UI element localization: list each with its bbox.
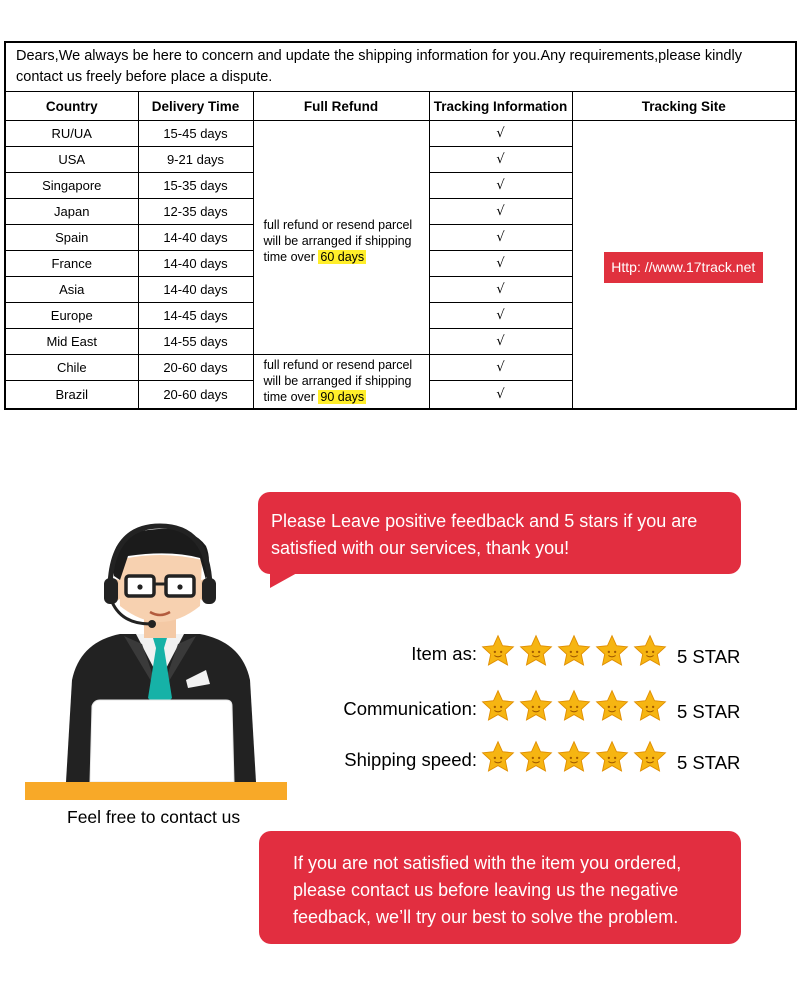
delivery-time-cell: 14-45 days	[138, 303, 253, 329]
delivery-time-cell: 20-60 days	[138, 381, 253, 409]
header-tracking-information: Tracking Information	[429, 92, 572, 121]
country-cell: USA	[5, 147, 138, 173]
refund-days-highlight: 60 days	[320, 249, 365, 264]
refund-days-highlight: 90 days	[320, 390, 365, 405]
star-icon	[632, 738, 668, 776]
contact-caption: Feel free to contact us	[67, 807, 241, 827]
tracking-check: √	[429, 329, 572, 355]
header-full-refund: Full Refund	[253, 92, 429, 121]
country-cell: RU/UA	[5, 121, 138, 147]
star-icon	[480, 632, 516, 670]
tracking-check: √	[429, 147, 572, 173]
star-icon	[556, 738, 592, 776]
refund-text-line: will be arranged if shipping	[263, 233, 412, 248]
delivery-time-cell: 20-60 days	[138, 355, 253, 381]
delivery-time-cell: 9-21 days	[138, 147, 253, 173]
star-icon	[480, 738, 516, 776]
country-cell: Brazil	[5, 381, 138, 409]
table-row	[5, 121, 796, 147]
country-cell: Asia	[5, 277, 138, 303]
delivery-time-cell: 14-40 days	[138, 225, 253, 251]
tracking-check: √	[429, 121, 572, 147]
star-rating	[480, 738, 670, 778]
star-rating	[480, 687, 670, 727]
tracking-check: √	[429, 303, 572, 329]
delivery-time-cell: 12-35 days	[138, 199, 253, 225]
rating-label: Shipping speed:	[344, 749, 477, 770]
header-country: Country	[5, 92, 138, 121]
delivery-time-cell: 15-35 days	[138, 173, 253, 199]
country-cell: Chile	[5, 355, 138, 381]
rating-row-item	[300, 632, 760, 676]
country-cell: Europe	[5, 303, 138, 329]
tracking-check: √	[429, 355, 572, 381]
refund-text-line: full refund or resend parcel	[263, 358, 413, 373]
star-icon	[556, 687, 592, 725]
rating-row-communication	[300, 687, 760, 731]
country-cell: Spain	[5, 225, 138, 251]
delivery-time-cell: 15-45 days	[138, 121, 253, 147]
feedback-request-bubble	[258, 492, 741, 574]
delivery-time-cell: 14-40 days	[138, 277, 253, 303]
country-cell: Japan	[5, 199, 138, 225]
tracking-check: √	[429, 251, 572, 277]
star-icon	[632, 632, 668, 670]
rating-label: Communication:	[343, 698, 477, 719]
delivery-time-cell: 14-55 days	[138, 329, 253, 355]
refund-text-line: will be arranged if shipping	[263, 374, 412, 389]
star-icon	[594, 738, 630, 776]
star-icon	[480, 687, 516, 725]
country-cell: France	[5, 251, 138, 277]
refund-cell-60	[253, 121, 429, 355]
star-rating	[480, 632, 670, 672]
country-cell: Singapore	[5, 173, 138, 199]
refund-text-line: full refund or resend parcel	[263, 217, 413, 232]
rating-label: Item as:	[411, 643, 477, 664]
tracking-check: √	[429, 381, 572, 409]
tracking-check: √	[429, 173, 572, 199]
refund-text-line: time over	[263, 249, 315, 264]
star-icon	[594, 632, 630, 670]
star-icon	[518, 738, 554, 776]
header-tracking-site: Tracking Site	[572, 92, 796, 121]
tracking-check: √	[429, 199, 572, 225]
complaint-text: If you are not satisfied with the item you ordered, please contact us before leaving us the negative feedback, we’ll try our best to solve the problem.	[293, 853, 682, 927]
feedback-request-text: Please Leave positive feedback and 5 stars if you are satisfied with our services, thank you!	[271, 511, 698, 558]
table-header-row	[5, 92, 796, 121]
tracking-site-cell	[572, 121, 796, 409]
star-icon	[594, 687, 630, 725]
tracking-check: √	[429, 277, 572, 303]
tracking-check: √	[429, 225, 572, 251]
star-icon	[632, 687, 668, 725]
shipping-table	[4, 41, 797, 410]
star-icon	[518, 687, 554, 725]
customer-service-agent-icon	[20, 520, 292, 802]
star-icon	[518, 632, 554, 670]
star-icon	[556, 632, 592, 670]
delivery-time-cell: 14-40 days	[138, 251, 253, 277]
tracking-site-link[interactable]: Http: //www.17track.net	[604, 252, 763, 283]
header-delivery-time: Delivery Time	[138, 92, 253, 121]
rating-value: 5 STAR	[677, 646, 741, 667]
rating-row-shipping-speed	[300, 738, 760, 782]
country-cell: Mid East	[5, 329, 138, 355]
rating-value: 5 STAR	[677, 752, 741, 773]
complaint-bubble	[259, 831, 741, 944]
shipping-notice: Dears,We always be here to concern and update the shipping information for you.Any requirements,please kindly contact us freely before place a dispute.	[5, 42, 796, 92]
refund-cell-90	[253, 355, 429, 409]
refund-text-line: time over	[263, 390, 315, 405]
rating-value: 5 STAR	[677, 701, 741, 722]
